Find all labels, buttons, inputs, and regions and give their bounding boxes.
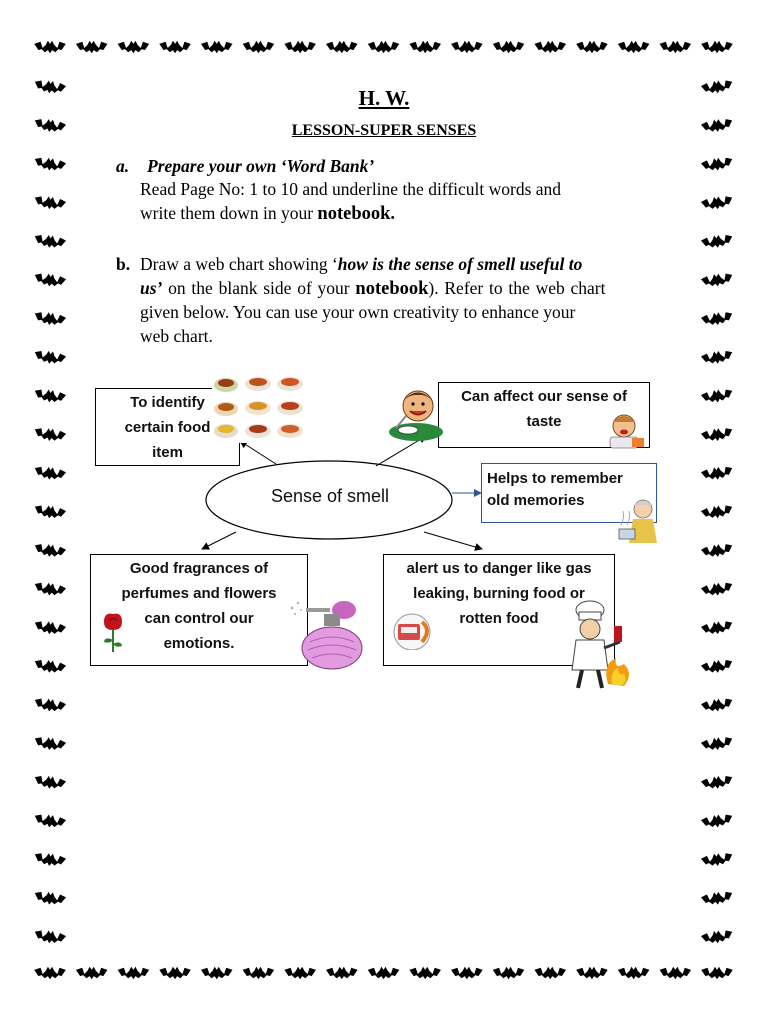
task-a-heading: Prepare your own ‘Word Bank’: [147, 156, 375, 176]
task-a-line2: write them down in your notebook.: [140, 203, 396, 224]
node-taste-line: Can affect our sense of: [461, 388, 627, 405]
task-b-line1: Draw a web chart showing ‘how is the sense of smell useful to: [140, 254, 583, 274]
node-identify-food-line: item: [152, 444, 183, 461]
chef-fire-image: [562, 600, 636, 692]
node-danger-line: rotten food: [459, 610, 539, 627]
task-a-line1: Read Page No: 1 to 10 and underline the difficult words and: [140, 179, 562, 199]
connector-danger: [424, 532, 482, 549]
node-memories-line: old memories: [487, 492, 585, 509]
node-danger-line: leaking, burning food or: [413, 585, 585, 602]
eating-child-image: [388, 386, 446, 442]
node-fragrances-line: perfumes and flowers: [121, 585, 277, 602]
task-a-marker: a.: [116, 156, 130, 176]
old-woman-cooking-image: [615, 495, 667, 547]
task-b-line3: given below. You can use your own creativity to enhance your: [140, 302, 576, 322]
connector-fragrances: [202, 532, 236, 549]
task-b-marker: b.: [116, 254, 131, 274]
node-identify-food-line: To identify: [130, 394, 205, 411]
node-fragrances-line: emotions.: [163, 635, 235, 652]
connector-identify-food: [240, 441, 276, 464]
node-fragrances-line: Good fragrances of: [129, 560, 269, 577]
node-danger-line: alert us to danger like gas: [406, 560, 592, 577]
page-title: H. W.: [358, 86, 410, 110]
node-fragrances-line: can control our: [144, 610, 254, 627]
node-taste-line: taste: [526, 413, 562, 430]
food-platter-image: [212, 373, 307, 443]
perfume-bottle-image: [286, 598, 366, 670]
node-memories-line: Helps to remember: [487, 470, 623, 487]
tasting-cartoon-image: [602, 410, 648, 450]
task-b-line4: web chart.: [140, 326, 213, 346]
center-label: Sense of smell: [270, 486, 390, 506]
node-identify-food-line: certain food: [124, 419, 211, 436]
gas-stove-image: [392, 612, 436, 650]
task-b-line2: us’ on the blank side of your notebook). Refer to the web chart: [140, 278, 606, 299]
rose-image: [100, 612, 126, 654]
lesson-subtitle: LESSON-SUPER SENSES: [291, 122, 477, 139]
